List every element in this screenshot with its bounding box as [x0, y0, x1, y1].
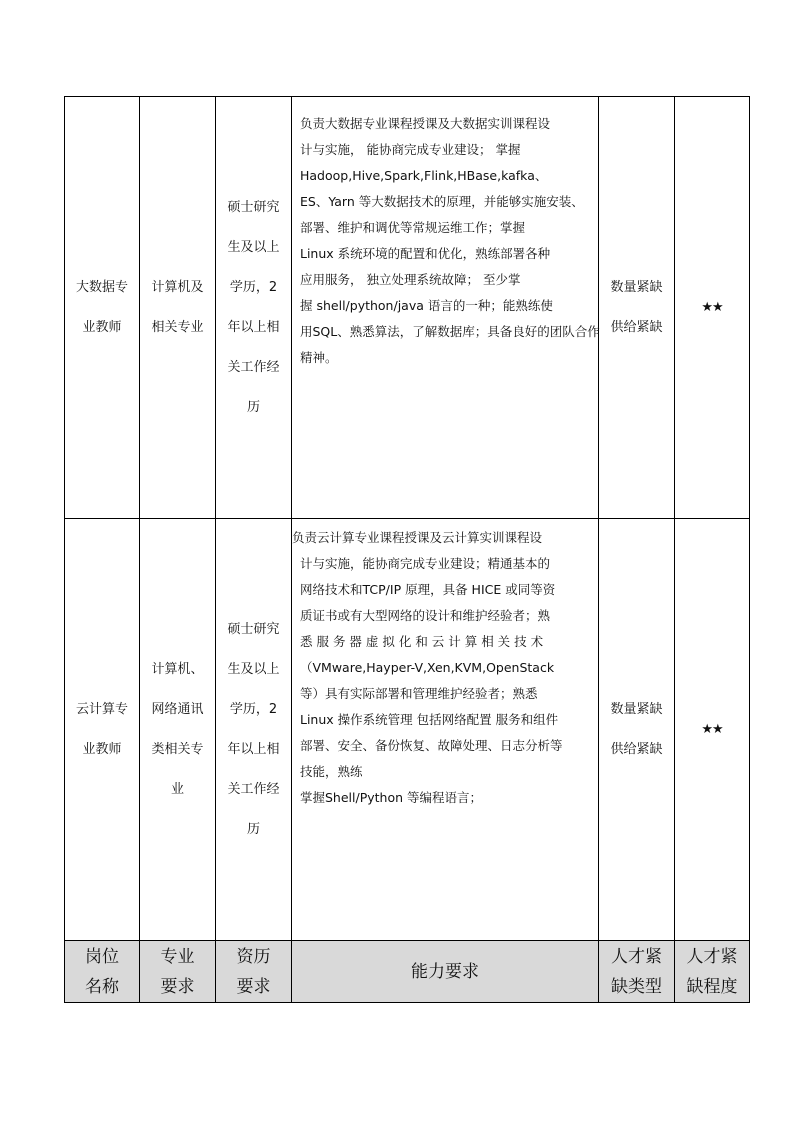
header-ability	[292, 941, 599, 1003]
shortage-type-line: 供给紧缺	[610, 741, 663, 757]
shortage-type-cell	[599, 519, 675, 941]
header-line: 名称	[85, 976, 119, 997]
major-line: 计算机、	[151, 661, 204, 677]
experience-line: 硕士研究	[227, 199, 280, 215]
shortage-type-line: 供给紧缺	[610, 319, 663, 335]
experience-line: 年以上相	[227, 741, 280, 757]
shortage-degree-cell	[675, 519, 750, 941]
ability-line: 计与实施， 能协商完成专业建设； 掌握	[300, 142, 521, 157]
job-requirements-table	[64, 96, 750, 1003]
ability-line: Hadoop,Hive,Spark,Flink,HBase,kafka、	[300, 168, 548, 183]
experience-cell	[216, 97, 292, 519]
experience-line: 年以上相	[227, 319, 280, 335]
position-line: 大数据专	[75, 279, 128, 295]
header-shortage-degree	[675, 941, 750, 1003]
experience-line: 历	[246, 399, 260, 415]
ability-line: 计与实施，能协商完成专业建设；精通基本的	[300, 556, 551, 571]
ability-line: 掌握Shell/Python 等编程语言；	[300, 790, 483, 805]
shortage-type-cell	[599, 97, 675, 519]
header-experience	[216, 941, 292, 1003]
ability-line: 用SQL、熟悉算法，了解数据库；具备良好的团队合作	[300, 324, 600, 339]
header-line: 专业	[160, 946, 195, 967]
ability-line: 负责大数据专业课程授课及大数据实训课程设	[300, 116, 551, 131]
position-line: 业教师	[82, 741, 122, 757]
header-shortage-type	[599, 941, 675, 1003]
ability-cell	[292, 519, 599, 941]
experience-line: 硕士研究	[227, 621, 280, 637]
ability-line: ES、Yarn 等大数据技术的原理，并能够实施安装、	[300, 194, 584, 209]
ability-line: Linux 系统环境的配置和优化，熟练部署各种	[300, 246, 551, 261]
major-line: 网络通讯	[151, 701, 204, 717]
position-line: 云计算专	[75, 701, 128, 717]
header-line: 人才紧	[686, 946, 738, 967]
major-line: 类相关专	[151, 741, 204, 757]
header-line: 岗位	[85, 946, 119, 967]
header-line: 人才紧	[611, 946, 662, 967]
shortage-degree-cell	[675, 97, 750, 519]
header-line: 缺类型	[611, 976, 662, 997]
experience-line: 历	[246, 821, 260, 837]
experience-line: 关工作经	[227, 781, 280, 797]
experience-line: 关工作经	[227, 359, 280, 375]
ability-line: 网络技术和TCP/IP 原理，具备 HICE 或同等资	[300, 582, 556, 597]
header-line: 要求	[160, 976, 195, 997]
experience-cell	[216, 519, 292, 941]
major-line: 业	[170, 781, 184, 797]
position-cell	[65, 519, 140, 941]
major-cell	[140, 97, 216, 519]
experience-line: 生及以上	[227, 239, 280, 255]
experience-line: 学历，2	[229, 279, 278, 295]
ability-line: 负责云计算专业课程授课及云计算实训课程设	[292, 530, 543, 545]
table-row	[65, 97, 750, 519]
ability-line: 悉 服 务 器 虚 拟 化 和 云 计 算 相 关 技 术	[300, 634, 544, 649]
header-line: 能力要求	[411, 961, 479, 982]
header-line: 要求	[236, 976, 271, 997]
table-row	[65, 519, 750, 941]
ability-line: Linux 操作系统管理 包括网络配置 服务和组件	[300, 712, 559, 727]
header-line: 资历	[236, 946, 271, 967]
ability-line: 握 shell/python/java 语言的一种；能熟练使	[300, 298, 553, 313]
major-cell	[140, 519, 216, 941]
ability-line: 技能，熟练	[300, 764, 363, 779]
position-cell	[65, 97, 140, 519]
experience-line: 学历，2	[229, 701, 278, 717]
ability-line: 质证书或有大型网络的设计和维护经验者；熟	[300, 608, 551, 623]
header-line: 缺程度	[686, 976, 738, 997]
star-rating-icon: ★★	[701, 721, 723, 737]
major-line: 相关专业	[151, 319, 204, 335]
shortage-type-line: 数量紧缺	[610, 701, 663, 717]
position-line: 业教师	[82, 319, 122, 335]
ability-line: 部署、安全、备份恢复、故障处理、日志分析等	[300, 738, 563, 753]
table-header-row	[65, 941, 750, 1003]
ability-line: 等）具有实际部署和管理维护经验者；熟悉	[300, 686, 538, 701]
ability-line: （VMware,Hayper-V,Xen,KVM,OpenStack	[300, 660, 555, 675]
star-rating-icon: ★★	[701, 299, 723, 315]
ability-line: 精神。	[300, 350, 338, 365]
header-major	[140, 941, 216, 1003]
major-line: 计算机及	[151, 279, 204, 295]
ability-line: 应用服务， 独立处理系统故障； 至少掌	[300, 272, 521, 287]
ability-cell	[292, 97, 599, 519]
header-position	[65, 941, 140, 1003]
ability-line: 部署、维护和调优等常规运维工作；掌握	[300, 220, 526, 235]
experience-line: 生及以上	[227, 661, 280, 677]
shortage-type-line: 数量紧缺	[610, 279, 663, 295]
